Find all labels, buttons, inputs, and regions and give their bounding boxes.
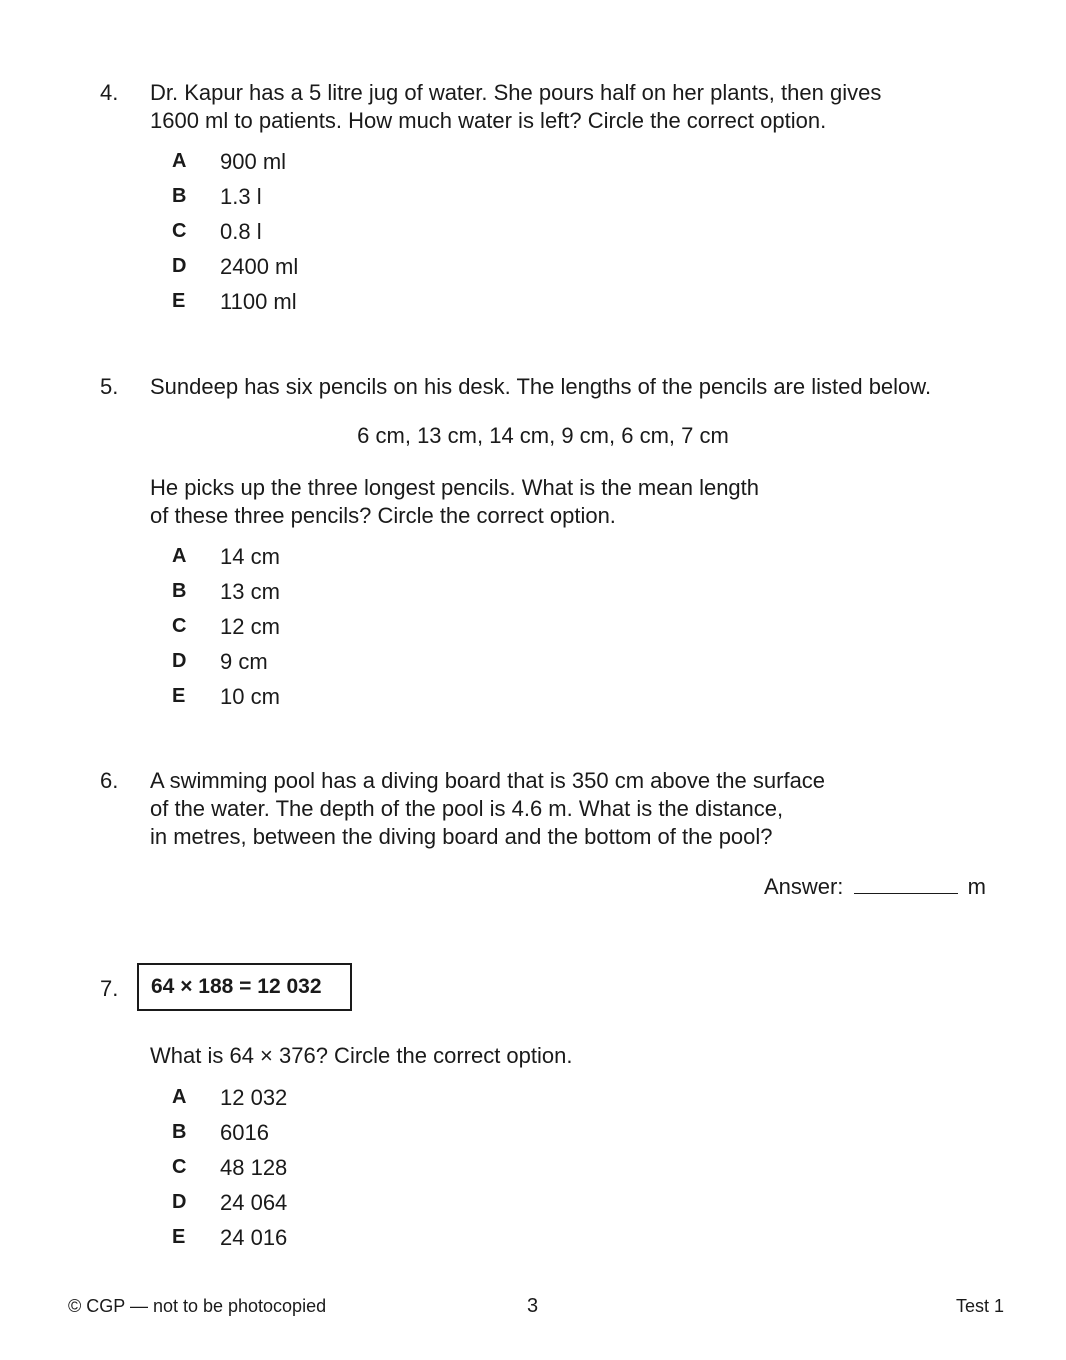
option-letter: E [172,1226,186,1248]
question-line: What is 64 × 376? Circle the correct option. [150,1043,573,1068]
option-value: 0.8 l [220,218,262,244]
option-value: 900 ml [220,148,287,174]
question-number: 6. [100,768,119,793]
option-d[interactable] [172,644,280,679]
option-e[interactable] [172,284,298,319]
option-b[interactable] [172,1115,287,1150]
option-value: 1.3 l [220,183,262,209]
question-line: A swimming pool has a diving board that is 350 cm above the surface [150,768,826,793]
answer-unit: m [967,874,986,899]
option-e[interactable] [172,1220,287,1255]
option-c[interactable] [172,214,298,249]
pencil-lengths-list: 6 cm, 13 cm, 14 cm, 9 cm, 6 cm, 7 cm [357,423,729,448]
option-letter: C [172,615,187,637]
option-e[interactable] [172,679,280,714]
answer-blank[interactable] [854,875,958,894]
option-c[interactable] [172,609,280,644]
option-value: 9 cm [220,648,268,674]
question-line: 1600 ml to patients. How much water is left? Circle the correct option. [150,108,827,133]
question-text [150,79,1000,135]
question-text [150,373,1000,401]
option-b[interactable] [172,574,280,609]
given-fact-box: 64 × 188 = 12 032 [137,963,352,1011]
question-line: Dr. Kapur has a 5 litre jug of water. She pours half on her plants, then gives [150,80,882,105]
option-letter: D [172,650,187,672]
question-number: 5. [100,374,119,399]
option-a[interactable] [172,539,280,574]
option-value: 24 064 [220,1189,288,1215]
option-value: 13 cm [220,578,280,604]
answer-label: Answer: [763,874,844,899]
option-d[interactable] [172,249,298,284]
answer-field [764,874,986,900]
question-line: in metres, between the diving board and the bottom of the pool? [150,824,773,849]
page-number: 3 [527,1295,539,1317]
question-text [150,474,1000,530]
question-text [150,767,1000,851]
option-letter: D [172,1191,187,1213]
option-value: 2400 ml [220,253,299,279]
option-letter: B [172,1121,187,1143]
option-value: 14 cm [220,543,280,569]
option-value: 1100 ml [220,288,297,314]
option-letter: A [172,545,187,567]
option-c[interactable] [172,1150,287,1185]
question-text [150,1042,1000,1070]
footer-test-label: Test 1 [955,1296,1004,1316]
option-letter: A [172,150,187,172]
option-a[interactable] [172,144,298,179]
option-d[interactable] [172,1185,287,1220]
option-list [172,1080,287,1255]
question-number: 7. [100,976,119,1001]
option-value: 24 016 [220,1224,288,1250]
option-value: 48 128 [220,1154,288,1180]
option-b[interactable] [172,179,298,214]
question-line: of the water. The depth of the pool is 4.6 m. What is the distance, [150,796,784,821]
option-letter: A [172,1086,187,1108]
option-value: 6016 [220,1119,269,1145]
option-letter: B [172,580,187,602]
question-line: of these three pencils? Circle the correct option. [150,503,616,528]
question-line: He picks up the three longest pencils. What is the mean length [150,475,760,500]
option-value: 12 cm [220,613,280,639]
option-letter: D [172,255,187,277]
question-number: 4. [100,80,119,105]
option-letter: E [172,685,186,707]
option-letter: C [172,1156,187,1178]
option-value: 10 cm [220,683,280,709]
question-line: Sundeep has six pencils on his desk. The lengths of the pencils are listed below. [150,374,932,399]
footer-copyright: © CGP — not to be photocopied [68,1296,327,1316]
option-letter: E [172,290,186,312]
option-a[interactable] [172,1080,287,1115]
option-list [172,144,298,319]
option-letter: C [172,220,187,242]
option-list [172,539,280,714]
option-letter: B [172,185,187,207]
option-value: 12 032 [220,1084,288,1110]
